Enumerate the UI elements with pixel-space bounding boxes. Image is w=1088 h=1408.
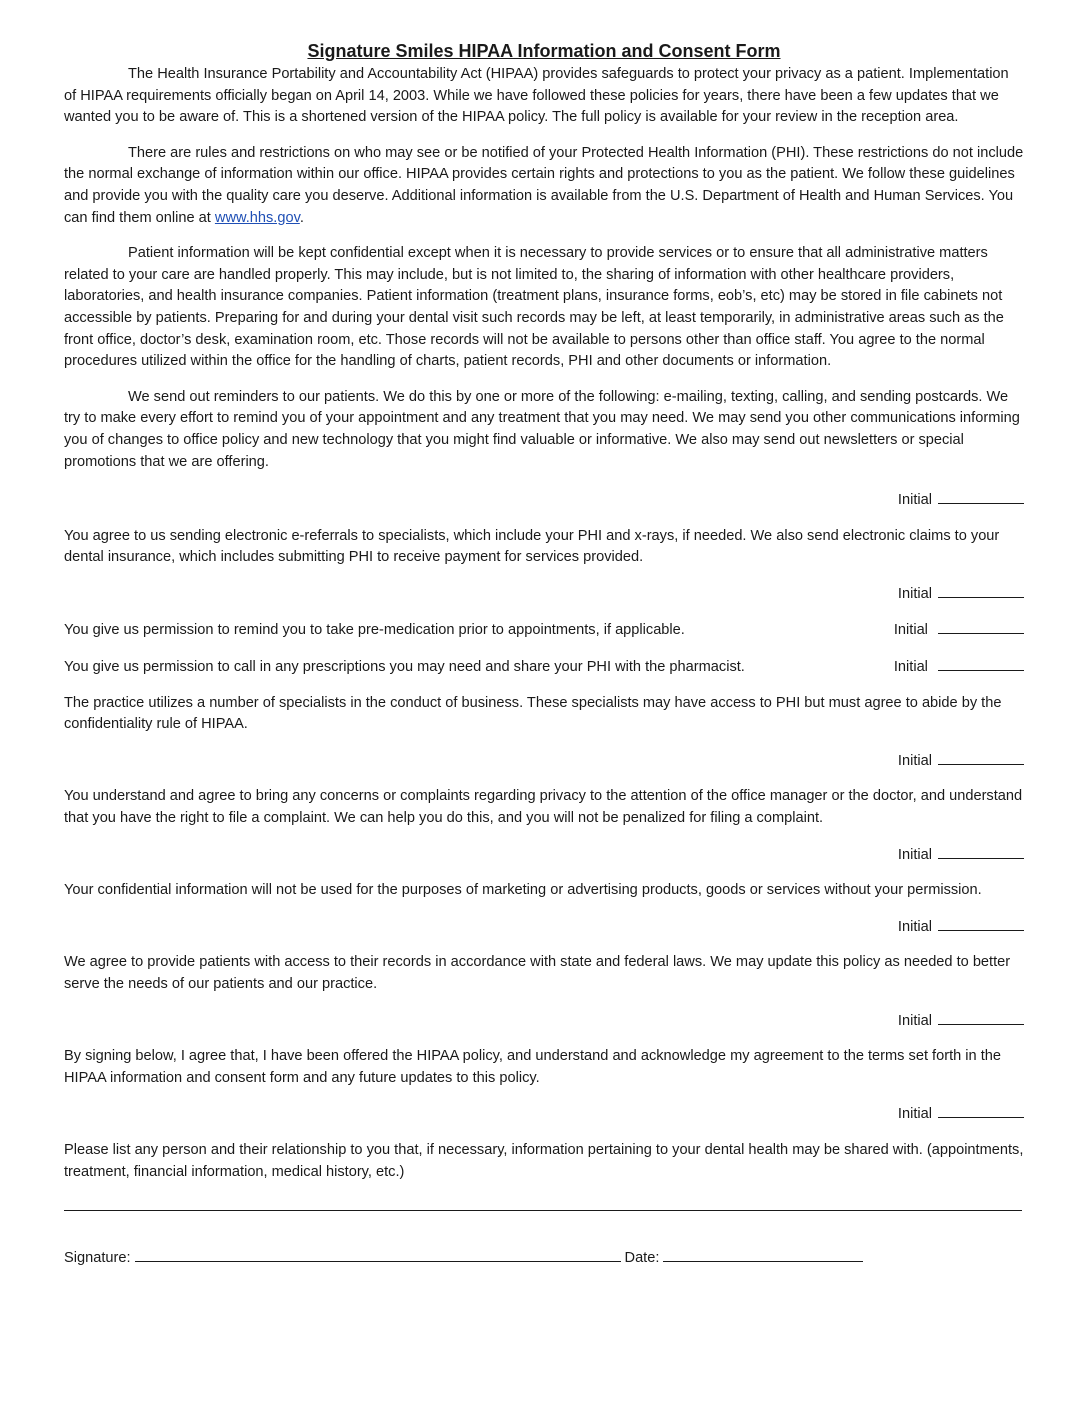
paragraph-acknowledgement: By signing below, I agree that, I have been offered the HIPAA policy, and understand and acknowledge my agreement to the terms set forth in the HIPAA information and consent form and any future updates to this policy. [64,1048,1002,1086]
signature-field[interactable] [135,1247,621,1262]
consent-form [64,40,1024,1270]
paragraph-phi-rules-text: There are rules and restrictions on who may see or be notified of your Protected Health Information (PHI). These restrictions do not include the normal exchange of information within our office. HIPAA provides certain rights and protections to you as the patient. We follow these guidelines and provide you with the quality care you deserve. Additional information is available from the U.S. Department of Health and Human Services. You can find them online at [64,144,1024,226]
paragraph-complaints: You understand and agree to bring any concerns or complaints regarding privacy to the attention of the office manager or the doctor, and understand that you have the right to file a complaint. We can help you do this, and you will not be penalized for filing a complaint. [64,788,1023,827]
initial-field-e-referrals[interactable] [938,583,1024,598]
initial-label: Initial [897,492,932,509]
paragraph-reminders: We send out reminders to our patients. We do this by one or more of the following: e-mailing, texting, calling, and sending postcards. We try to make every effort to remind you of your appointment and any treatment that you may need. We may send you other communications informing you of changes to office policy and new technology that you might find valuable or informative. We also may send out newsletters or special promotions that we are offering. [64,388,1020,470]
initial-label: Initial [897,585,932,602]
initial-row-marketing [64,916,1024,939]
initial-label: Initial [897,918,932,935]
initial-row-complaints [64,844,1024,867]
paragraph-premedication: You give us permission to remind you to take pre-medication prior to appointments, if applicable. [64,622,685,639]
paragraph-specialists: The practice utilizes a number of specialists in the conduct of business. These specialists may have access to PHI but must agree to abide by the confidentiality rule of HIPAA. [64,694,1002,733]
paragraph-e-referrals: You agree to us sending electronic e-referrals to specialists, which include your PHI and x-rays, if needed. We also send electronic claims to your dental insurance, which includes submitting PHI to receive payment for services provided. [64,527,1000,566]
initial-row-specialists [64,750,1024,773]
authorized-persons-field[interactable] [64,1209,1022,1211]
initial-field-acknowledgement[interactable] [938,1103,1024,1118]
initial-label: Initial [897,846,932,863]
form-title: Signature Smiles HIPAA Information and Consent Form [307,41,781,61]
initial-group-prescriptions [894,656,1024,679]
date-label: Date: [624,1250,660,1267]
paragraph-phi-rules-end: . [299,209,304,226]
initial-row-e-referrals [64,583,1024,606]
initial-label: Initial [897,1012,932,1029]
signature-row [64,1247,1024,1270]
initial-field-records-access[interactable] [938,1010,1024,1025]
initial-row-acknowledgement [64,1103,1024,1126]
initial-row-reminders [64,489,1024,512]
initial-field-marketing[interactable] [938,916,1024,931]
initial-field-prescriptions[interactable] [938,656,1024,671]
initial-label: Initial [897,752,932,769]
row-premedication [64,619,1024,642]
initial-label: Initial [897,1106,932,1123]
initial-label: Initial [893,659,928,676]
paragraph-records-access: We agree to provide patients with access to their records in accordance with state and federal laws. We may update this policy as needed to better serve the needs of our patients and our practice. [64,954,1011,992]
paragraph-confidentiality: Patient information will be kept confidential except when it is necessary to provide services or to ensure that all administrative matters related to your care are handled properly. This may include, but is not limited to, the sharing of information with other healthcare providers, laboratories, and health insurance companies. Patient information (treatment plans, insurance forms, eob’s, etc) may be stored in file cabinets not accessible by patients. Preparing for and during your dental visit such records may be left, at least temporarily, in administrative areas such as the front office, doctor’s desk, examination room, etc. Those records will not be available to persons other than office staff. You agree to the normal procedures utilized within the office for the handling of charts, patient records, PHI and other documents or information. [64,245,1004,370]
signature-label: Signature: [64,1250,131,1267]
paragraph-hipaa-intro: The Health Insurance Portability and Accountability Act (HIPAA) provides safeguards to protect your privacy as a patient. Implementation of HIPAA requirements officially began on April 14, 2003. While we have followed these policies for years, there have been a few updates that we wanted you to be aware of. This is a shortened version of the HIPAA policy. The full policy is available for your review in the reception area. [64,66,1009,126]
row-prescriptions [64,656,1024,679]
initial-field-specialists[interactable] [938,750,1024,765]
initial-field-premedication[interactable] [938,619,1024,634]
initial-label: Initial [893,622,928,639]
initial-field-reminders[interactable] [938,489,1024,504]
hhs-link[interactable]: www.hhs.gov [214,209,300,226]
paragraph-phi-rules [64,143,1024,229]
paragraph-marketing: Your confidential information will not be used for the purposes of marketing or advertising products, goods or services without your permission. [64,882,982,899]
initial-row-records-access [64,1010,1024,1033]
initial-field-complaints[interactable] [938,844,1024,859]
date-field[interactable] [663,1247,863,1262]
paragraph-prescriptions: You give us permission to call in any prescriptions you may need and share your PHI with the pharmacist. [64,659,745,676]
paragraph-authorized-persons: Please list any person and their relationship to you that, if necessary, information pertaining to your dental health may be shared with. (appointments, treatment, financial information, medical history, etc.) [64,1141,1024,1180]
initial-group-premedication [894,619,1024,642]
